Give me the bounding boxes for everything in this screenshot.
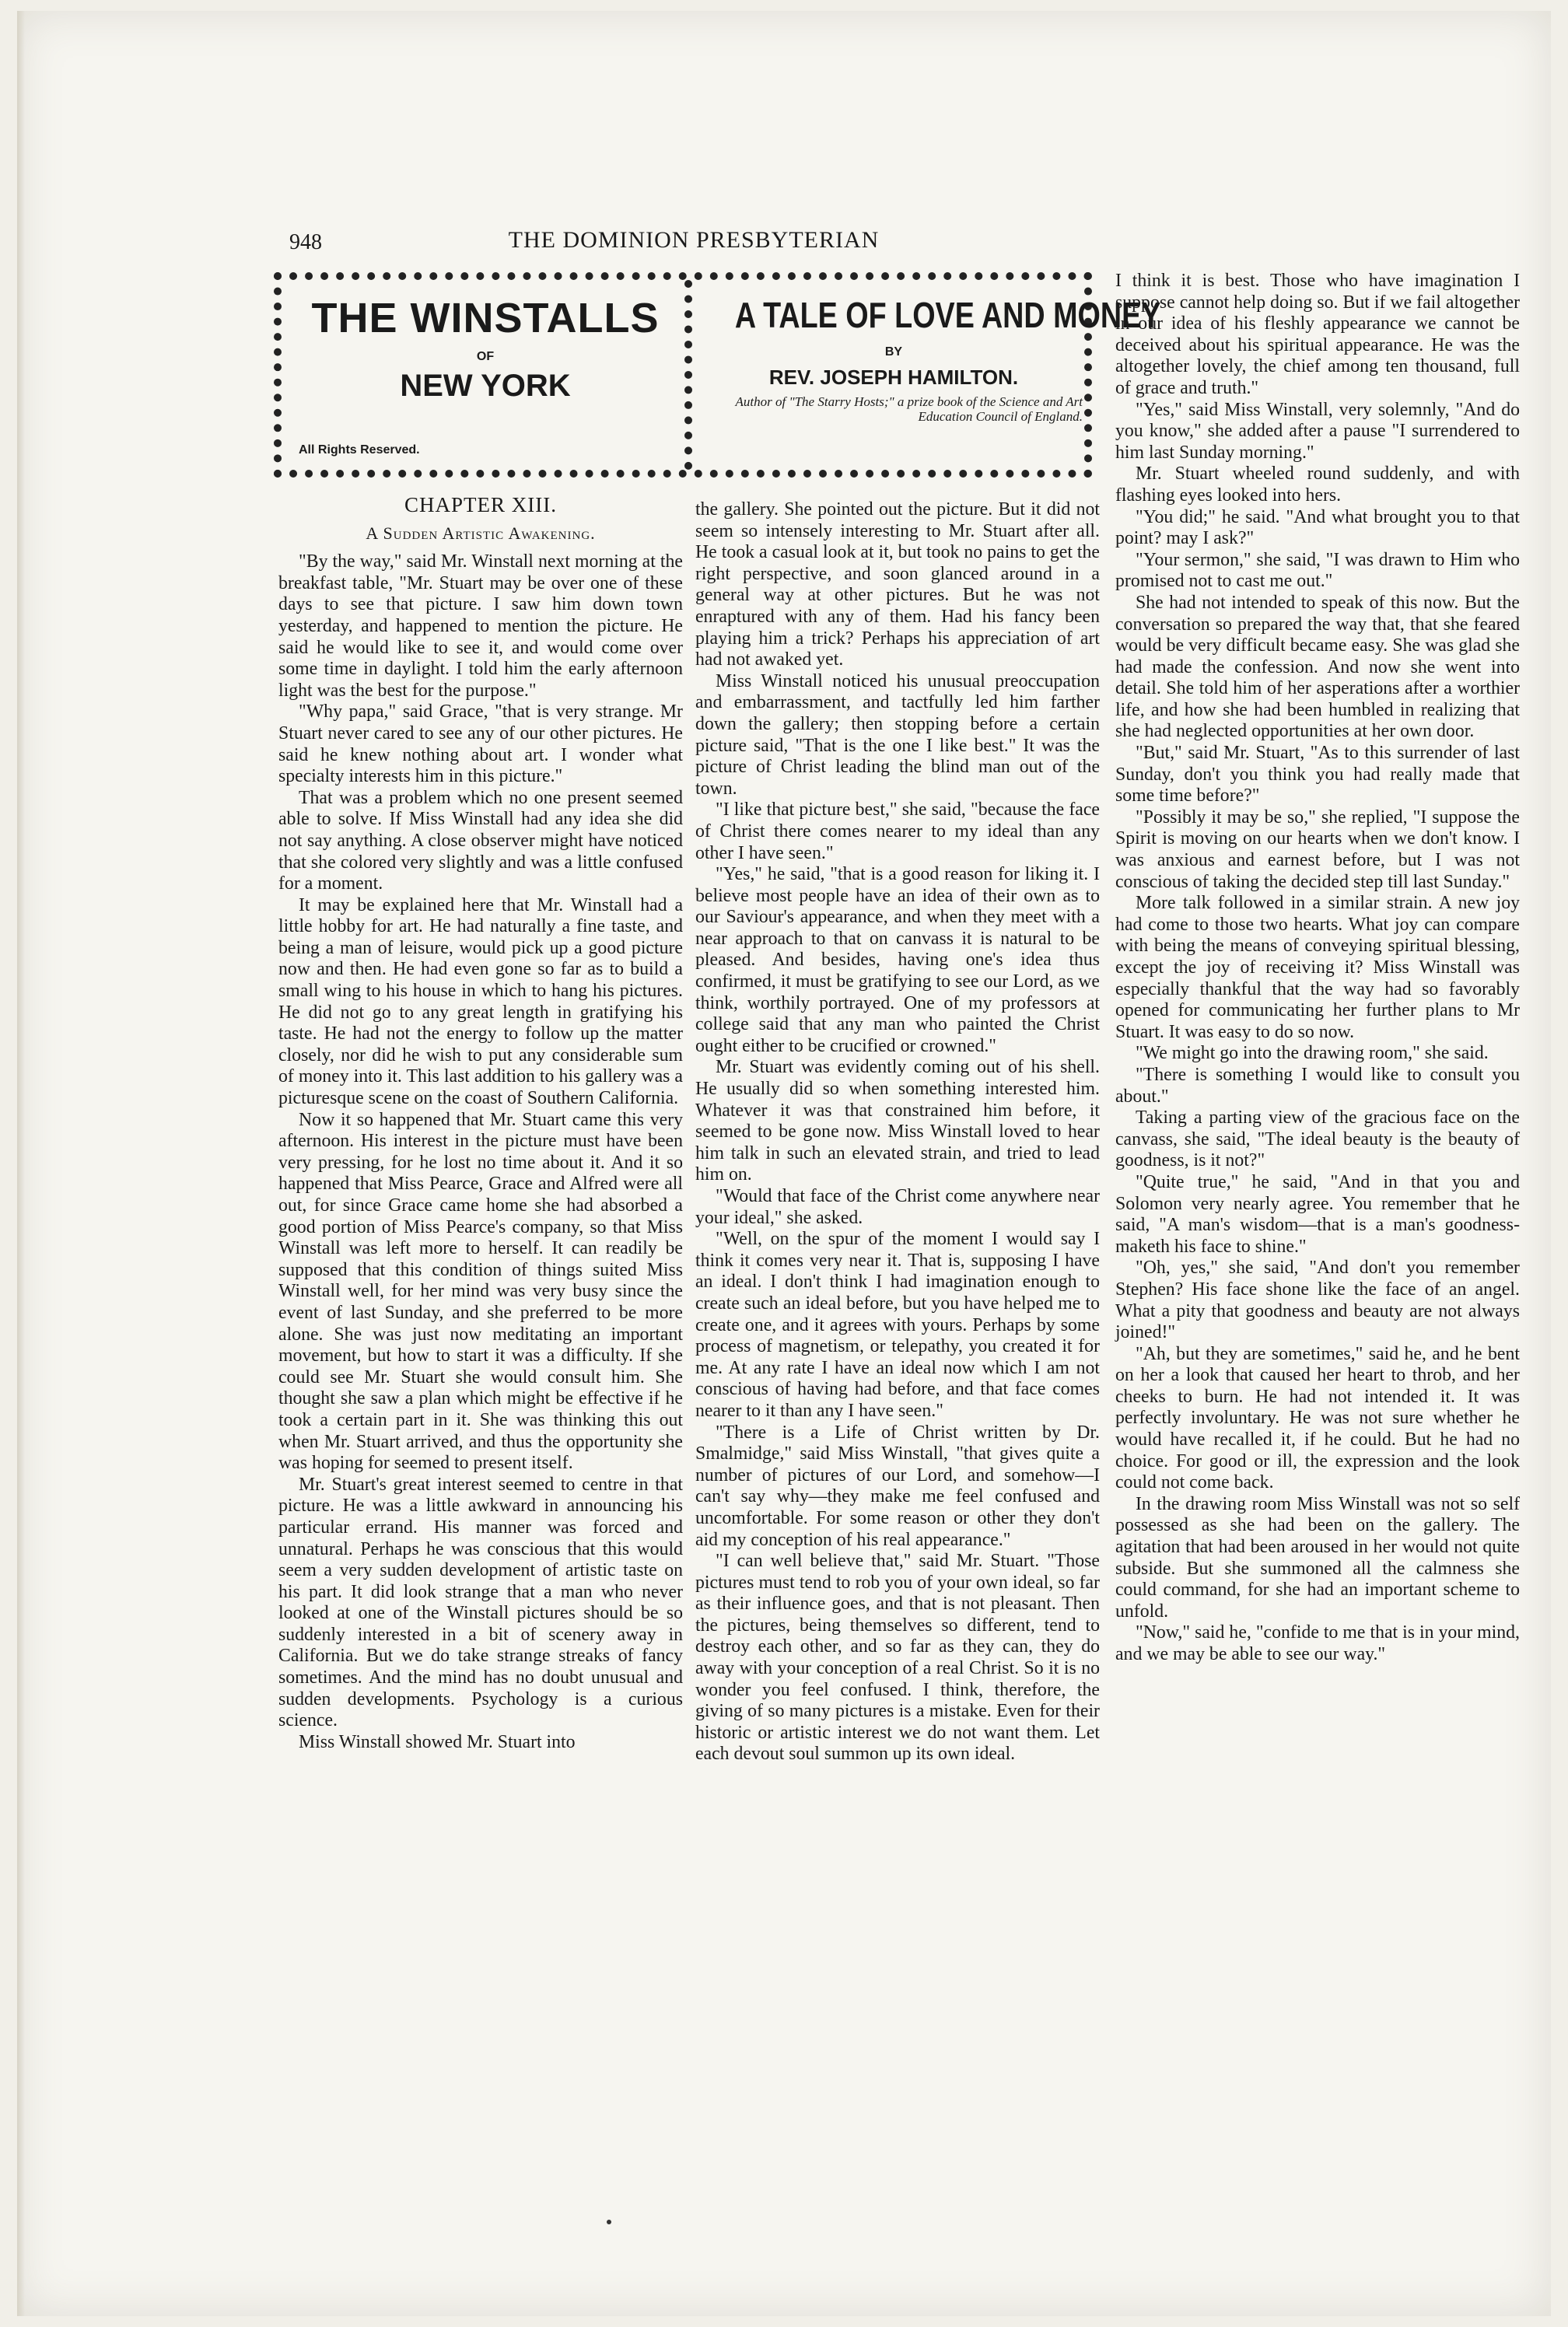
by-label: BY [884,345,903,359]
paragraph: "There is something I would like to consult you about." [1115,1064,1520,1107]
paragraph: She had not intended to speak of this now. But the conversation so prepared the way that, that she feared would be very difficult became easy. She was glad she had made the confession. And now she went into detail. She told him of her asperations after a worthier life, and how she had been humbled in realizing that she had neglected opportunities at her own door. [1115,592,1520,742]
paragraph: "Why papa," said Grace, "that is very strange. Mr Stuart never cared to see any of our other pictures. He said he knew nothing about art. I wonder what specialty interests him in this picture." [278,702,683,787]
paragraph: "Would that face of the Christ come anywhere near your ideal," she asked. [695,1186,1100,1228]
paragraph: More talk followed in a similar strain. A new joy had come to those two hearts. What joy can compare with being the means of conveying spiritual blessing, except the joy of receiving it? Miss Winstall was especially thankful that the way had so favorably opened for communicating her further plans to Mr Stuart. It was easy to do so now. [1115,893,1520,1042]
chapter-heading: CHAPTER XIII. [404,493,557,516]
author-name: REV. JOSEPH HAMILTON. [768,366,1019,389]
paragraph: "Yes," he said, "that is a good reason for liking it. I believe most people have an idea of their own as to our Saviour's appearance, and when they meet with a near approach to that on canvass it is natural to be pleased. And besides, having one's idea thus confirmed, it must be gratifying to see our Lord, as we think, worthily portrayed. One of my professors at college said that any man who painted the Christ ought either to be crucified or crowned." [695,864,1100,1056]
paragraph: Now it so happened that Mr. Stuart came this very afternoon. His interest in the picture must have been very pressing, for he lost no time about it. And it so happened that Miss Pearce, Grace and Alfred were all out, for since Grace came home she had absorbed a good portion of Miss Pearce's company, so that Miss Winstall was left more to herself. It can readily be supposed that this condition of things suited Miss Winstall well, for her mind was very busy since the event of last Sunday, and she preferred to be more alone. She was just now meditating an important movement, but how to start it was a difficulty. If she could see Mr. Stuart she would consult him. She thought she saw a plan which might be effective if he took a certain part in it. She was thinking this out when Mr. Stuart arrived, and thus the opportunity she was hoping for seemed to present itself. [278,1109,683,1474]
paragraph: "By the way," said Mr. Winstall next morning at the breakfast table, "Mr. Stuart may be over one of these days to see that picture. I saw him down town yesterday, and happened to mention the picture. He said he would like to see it, and would come over some time in daylight. I told him the early afternoon light was the best for the purpose." [278,551,683,701]
paragraph: "Ah, but they are sometimes," said he, and he bent on her a look that caused her heart to throb, and her cheeks to burn. He had not intended it. It was perfectly involuntary. He was not sure whether he would have recalled it, if he could. But he had no choice. For good or ill, the expression and the look could not come back. [1115,1343,1520,1493]
series-header [292,294,678,404]
running-head: THE DOMINION PRESBYTERIAN [508,227,880,253]
paragraph: Taking a parting view of the gracious face on the canvass, she said, "The ideal beauty is the beauty of goodness, is it not?" [1115,1108,1520,1171]
column-2 [695,499,1100,1765]
paragraph: That was a problem which no one present seemed able to solve. If Miss Winstall had any idea she did not say anything. A close observer might have noticed that she colored very slightly and was a little confused for a moment. [278,787,683,894]
paragraph: In the drawing room Miss Winstall was not so self possessed as she had been on the gallery. The agitation that had been aroused in her would not quite subside. But she summoned all the calmness she could command, for she had an important scheme to unfold. [1115,1493,1520,1622]
paragraph: "Your sermon," she said, "I was drawn to Him who promised not to cast me out." [1115,549,1520,592]
paragraph: "Quite true," he said, "And in that you and Solomon very nearly agree. You remember that he said, "A man's wisdom—that is a man's goodness-maketh his face to shine." [1115,1171,1520,1257]
series-title: THE WINSTALLS [311,295,660,341]
paragraph: "I can well believe that," said Mr. Stuart. "Those pictures must tend to rob you of your own ideal, so far as their influence goes, and that is not pleasant. Then the pictures, being themselves so different, tend to destroy each other, and so far as they can, they do away with your conception of a real Christ. So it is no wonder you feel confused. I think, therefore, the giving of so many pictures is a mistake. Even for their historic or artistic interest we do not want them. Let each devout soul summon up its own ideal. [695,1551,1100,1765]
paragraph: "We might go into the drawing room," she said. [1136,1043,1489,1064]
paragraph: "There is a Life of Christ written by Dr. Smalmidge," said Miss Winstall, "that gives quite a number of pictures of our Lord, and somehow—I can't say why—they make me feel confused and uncomfortable. For some reason or other they don't aid my conception of his real appearance." [695,1422,1100,1550]
scan-edge [17,11,25,2316]
paragraph: Mr. Stuart was evidently coming out of his shell. He usually did so when something interested him. Whatever it was that constrained him before, it seemed to be gone now. Miss Winstall loved to hear him talk in such an elevated strain, and tried to lead him on. [695,1057,1100,1185]
paragraph: It may be explained here that Mr. Winstall had a little hobby for art. He had naturally a fine taste, and being a man of leisure, would pick up a good picture now and then. He had even gone so far as to build a small wing to his house in which to hang his pictures. He did not go to any great length in gratifying his taste. He had not the energy to follow up the matter closely, nor did he wish to put any considerable sum of money into it. This last addition to his gallery was a picturesque scene on the coast of Southern California. [278,894,683,1109]
paragraph: "But," said Mr. Stuart, "As to this surrender of last Sunday, don't you think you had really made that some time before?" [1115,743,1520,807]
page-number: 948 [289,230,322,254]
place-name: NEW YORK [400,369,571,403]
paragraph: I think it is best. Those who have imagination I suppose cannot help doing so. But if we fail altogether in our idea of his fleshly appearance we cannot be deceived about his spiritual appearance. He was the altogether lovely, the chief among ten thousand, full of grace and truth." [1115,271,1520,398]
paragraph: Miss Winstall noticed his unusual preoccupation and embarrassment, and tactfully led him farther down the gallery; then stopping before a certain picture said, "That is the one I like best." It was the picture of Christ leading the blind man out of the town. [695,670,1100,799]
story-header-box [274,272,1161,478]
column-3 [1115,271,1520,1666]
paragraph: "Now," said he, "confide to me that is in your mind, and we may be able to see our way." [1115,1622,1520,1664]
paragraph: "Well, on the spur of the moment I would say I think it comes very near it. That is, supposing I have an ideal. I don't think I had imagination enough to create such an ideal before, but you have helped me to create one, and it agrees with yours. Perhaps by some process of magnetism, or telepathy, you created it for me. At any rate I have an ideal now which I am not conscious of having had before, and that face comes nearer to it than any I have seen." [695,1229,1100,1421]
paragraph: "Oh, yes," she said, "And don't you remember Stephen? His face shone like the face of an angel. What a pity that goodness and beauty are not always joined!" [1115,1258,1520,1343]
header-divider [684,280,692,470]
paragraph: "You did;" he said. "And what brought you to that point? may I ask?" [1115,506,1520,549]
paragraph: Mr. Stuart wheeled round suddenly, and with flashing eyes looked into hers. [1115,464,1520,506]
paragraph: Mr. Stuart's great interest seemed to centre in that picture. He was a little awkward in announcing his particular errand. His manner was forced and unnatural. Perhaps he was conscious that this would seem a very sudden development of artistic taste on his part. It did look strange that a man who never looked at one of the Winstall pictures should be so suddenly interested in a bit of scenery away in California. But we do take strange streaks of fancy sometimes. And the mind has no doubt unusual and sudden developments. Psychology is a curious science. [278,1474,683,1731]
paragraph: "Possibly it may be so," she replied, "I suppose the Spirit is moving on our hearts when we don't know. I was anxious and earnest before, but I was not conscious of taking the decided step till last Sunday." [1115,807,1520,892]
paragraph: "I like that picture best," she said, "because the face of Christ there comes nearer to my ideal than any other I have seen." [695,800,1100,863]
tale-header [700,294,1161,424]
column-1 [278,495,683,1753]
print-speck [607,2220,611,2224]
paragraph: "Yes," said Miss Winstall, very solemnly, "And do you know," she added after a pause "I surrendered to him last Sunday morning." [1115,399,1520,463]
of-label: OF [476,350,495,363]
tale-title: A TALE OF LOVE AND MONEY [734,295,1161,335]
newspaper-page [17,11,1551,2316]
paragraph: Miss Winstall showed Mr. Stuart into [299,1731,576,1752]
rights-notice: All Rights Reserved. [299,443,420,457]
author-note: Author of "The Starry Hosts;" a prize book of the Science and Art Education Council of England. [735,394,1083,424]
paragraph: the gallery. She pointed out the picture. But it did not seem so intensely interesting to Mr. Stuart after all. He took a casual look at it, but took no pains to get the right perspective, and soon glanced around in a general way at other pictures. But he was not enraptured with any of them. Had his fancy been playing him a trick? Perhaps his appreciation of art had not awaked yet. [695,499,1100,670]
chapter-subtitle: A Sudden Artistic Awakening. [366,523,596,543]
